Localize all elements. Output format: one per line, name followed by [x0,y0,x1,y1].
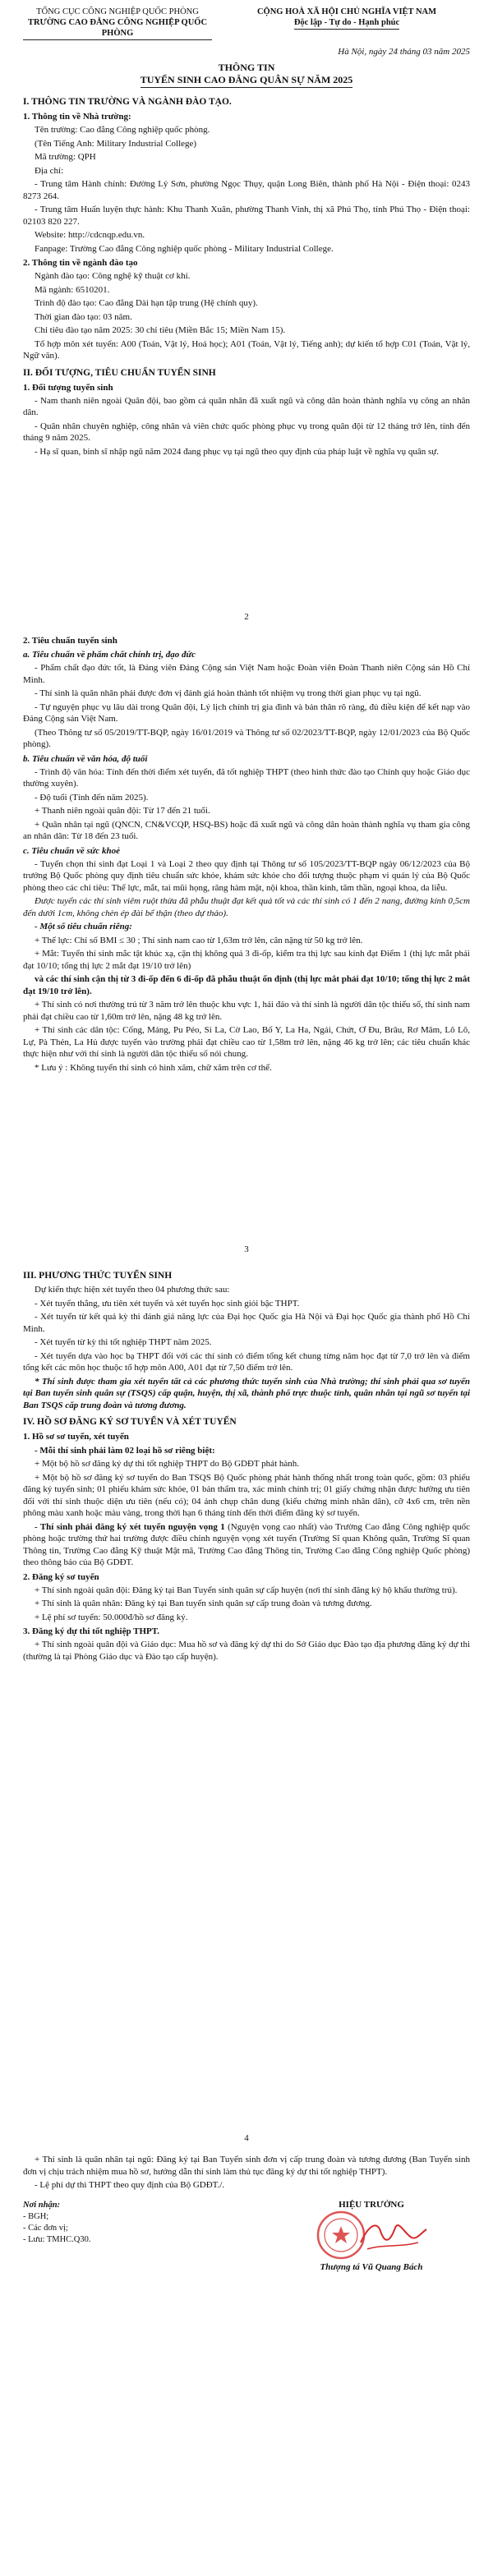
seal-icon [310,2210,433,2261]
page-number: 4 [244,2133,249,2143]
section-heading: II. ĐỐI TƯỢNG, TIÊU CHUẨN TUYỂN SINH [23,367,216,378]
paragraph: + Thí sinh ngoài quân đội: Đăng ký tại Ban Tuyển sinh quân sự cấp huyện (nơi thí sinh đăng ký hộ khẩu thường trú). [35,1585,458,1595]
national-motto: Độc lập - Tự do - Hạnh phúc [223,17,470,30]
subsection-heading: 1. Đối tượng tuyển sinh [23,382,113,393]
receivers-title: Nơi nhận: [23,2200,61,2210]
paragraph: Thời gian đào tạo: 03 năm. [35,311,132,322]
page-1 [0,0,493,600]
paragraph: Mã ngành: 6510201. [35,284,110,295]
national-motto-block [223,7,470,40]
paragraph: - Xét tuyển thẳng, ưu tiên xét tuyển và xét tuyển học sinh giỏi bậc THPT. [35,1298,300,1309]
paragraph: Tên trường: Cao đẳng Công nghiệp quốc phòng. [35,125,210,135]
paragraph: Địa chỉ: [35,165,64,176]
national-title: CỘNG HOÀ XÃ HỘI CHỦ NGHĨA VIỆT NAM [256,7,437,16]
paragraph: + Thí sinh là quân nhân: Đăng ký tại Ban tuyển sinh quân sự cấp trung đoàn và tương đương. [35,1598,372,1608]
paragraph: Dự kiến thực hiện xét tuyển theo 04 phương thức sau: [35,1285,230,1295]
section-heading: I. THÔNG TIN TRƯỜNG VÀ NGÀNH ĐÀO TẠO. [23,97,232,107]
issuer-block [23,7,212,40]
paragraph: Trình độ đào tạo: Cao đẳng Dài hạn tập trung (Hệ chính quy). [35,298,258,308]
subsection-heading: 1. Hồ sơ sơ tuyển, xét tuyển [23,1432,129,1442]
paragraph-bold: và các thí sinh cận thị từ 3 đi-ốp đến 6 đi-ốp đã phẫu thuật ổn định (thị lực mắt phải đạt 10/10; tổng thị lực 2 mắt đạt 19/10 trở lên). [23,974,470,996]
italic-note: Được tuyển các thí sinh viêm ruột thừa đã phẫu thuật đạt kết quả tốt và các thí sinh có 1 đến 2 nang, đường kính 0,5cm đến dưới 1cm, không chèn ép đài bể thận (theo dự thảo). [23,896,470,918]
document-header [23,0,470,40]
issue-date: Hà Nội, ngày 24 tháng 03 năm 2025 [338,47,470,57]
subsection-heading: 1. Thông tin về Nhà trường: [23,112,131,122]
criteria-heading: b. Tiêu chuẩn về văn hóa, độ tuổi [23,753,148,764]
official-seal-and-signature [310,2210,433,2261]
paragraph: - Tuyển chọn thí sinh đạt Loại 1 và Loại 2 theo quy định tại Thông tư số 105/2023/TT-BQP ngày 06/12/2023 của Bộ trưởng Bộ Quốc phòng quy định tiêu chuẩn sức khỏe, khám sức khỏe cho đối tượng thuộc phạm vi quản lý của Bộ Quốc phòng theo các chỉ tiêu: Thể lực, mắt, tai mũi họng, răng hàm mặt, nội khoa, thần kinh, tâm thần, ngoại khoa, da liễu. [23,858,470,893]
paragraph: - Lệ phí dự thi THPT theo quy định của Bộ GDĐT./. [35,2180,225,2190]
signature-block [273,2200,470,2272]
paragraph: - Nam thanh niên ngoài Quân đội, bao gồm cả quân nhân đã xuất ngũ và công dân hoàn thành nghĩa vụ công an nhân dân. [23,395,470,417]
subsection-heading: 2. Thông tin về ngành đào tạo [23,258,138,268]
document-footer [23,2200,470,2272]
page-number: 3 [244,1244,249,1254]
paragraph: (Theo Thông tư số 05/2019/TT-BQP, ngày 16/01/2019 và Thông tư số 02/2023/TT-BQP, ngày 12/01/2023 của Bộ Quốc phòng). [23,727,470,749]
doc-title-line2: TUYỂN SINH CAO ĐẲNG QUÂN SỰ NĂM 2025 [23,74,470,88]
paragraph: - Hạ sĩ quan, binh sĩ nhập ngũ năm 2024 đang phục vụ tại ngũ theo quy định của pháp luật về nghĩa vụ quân sự. [35,446,440,457]
subsection-heading: 3. Đăng ký dự thi tốt nghiệp THPT. [23,1626,160,1636]
signer-title: HIỆU TRƯỞNG [339,2199,404,2210]
paragraph: + Mắt: Tuyển thí sinh mắc tật khúc xạ, cận thị không quá 3 đi-ốp, kiểm tra thị lực sau kính đạt Điểm 1 (thị lực mắt phải đạt 10/10; tổng thị lực 2 mắt đạt 19/10 trở lên) [23,949,470,971]
ministry-name: TỔNG CỤC CÔNG NGHIỆP QUỐC PHÒNG [36,7,199,16]
criteria-heading: a. Tiêu chuẩn về phẩm chất chính trị, đạo đức [23,650,196,660]
paragraph: + Lệ phí sơ tuyển: 50.000đ/hồ sơ đăng ký. [35,1612,188,1622]
receiver-item: - Lưu: TMHC.Q30. [23,2234,91,2244]
paragraph: - Phẩm chất đạo đức tốt, là Đảng viên Đảng Cộng sản Việt Nam hoặc Đoàn viên Đoàn Thanh niên Cộng sản Hồ Chí Minh. [23,663,470,685]
paragraph: Mã trường: QPH [35,152,96,162]
paragraph: - Trung tâm Hành chính: Đường Lý Sơn, phường Ngọc Thụy, quận Long Biên, thành phố Hà Nội - Điện thoại: 0243 8273 264. [23,179,470,201]
note-line: * Lưu ý : Không tuyển thí sinh có hình xăm, chữ xăm trên cơ thể. [35,1062,272,1073]
bold-note: * Thí sinh được tham gia xét tuyển tất cả các phương thức tuyển sinh của Nhà trường; thí sinh phải qua sơ tuyển tại Ban tuyển sinh quân sự (TSQS) cấp quận, huyện, thị xã, thành phố trực thuộc tỉnh, quân nhân tại ngũ sơ tuyển tại Ban TSQS cấp trung đoàn và tương đương. [23,1376,470,1410]
nv1-rest: (Nguyện vọng cao nhất) vào Trường Cao đẳng Công nghiệp quốc phòng hoặc trường thứ hai trường được điều chỉnh nguyện vọng xét tuyển (Trường Sĩ quan Không quân, Trường Sĩ quan Thông tin, Trường Cao đẳng Kỹ thuật Mật mã, Trường Cao đẳng Thông tin, Trường Cao đẳng Công nghiệp Quốc phòng) theo thông báo của Bộ GDĐT. [23,1521,470,1567]
page-3 [0,1265,493,2275]
receiver-item: - BGH; [23,2211,49,2221]
school-name: TRƯỜNG CAO ĐẲNG CÔNG NGHIỆP QUỐC PHÒNG [23,17,212,40]
paragraph: Ngành đào tạo: Công nghệ kỹ thuật cơ khí. [35,271,191,281]
paragraph: - Trình độ văn hóa: Tính đến thời điểm xét tuyển, đã tốt nghiệp THPT (theo hình thức đào tạo Chính quy hoặc Giáo dục thường xuyên). [23,766,470,789]
paragraph: + Thí sinh ngoài quân đội và Giáo dục: Mua hồ sơ và đăng ký dự thi do Sở Giáo dục Đào tạo địa phương đăng ký dự thi (thường là tại Phòng Giáo dục và Đào tạo cấp huyện). [23,1640,470,1662]
signer-name: Thượng tá Vũ Quang Bách [320,2261,423,2272]
paragraph: + Thí sinh là quân nhân tại ngũ: Đăng ký tại Ban Tuyển sinh đơn vị cấp trung đoàn và tương đương (Ban Tuyển sinh đơn vị chịu trách nhiệm mua hồ sơ, hướng dẫn thí sinh làm thủ tục đăng ký dự thi tốt nghiệp THPT). [23,2155,470,2177]
page-4 [0,2152,493,2571]
paragraph: Chỉ tiêu đào tạo năm 2025: 30 chỉ tiêu (Miền Bắc 15; Miền Nam 15). [35,325,286,335]
paragraph: - Độ tuổi (Tính đến năm 2025). [35,792,149,803]
paragraph: - Tự nguyện phục vụ lâu dài trong Quân đội, Lý lịch chính trị gia đình và bản thân rõ ràng, đủ điều kiện để kết nạp vào Đảng Cộng sản Việt Nam. [23,702,470,724]
section-heading: IV. HỒ SƠ ĐĂNG KÝ SƠ TUYỂN VÀ XÉT TUYỂN [23,1417,237,1427]
paragraph: + Quân nhân tại ngũ (QNCN, CN&VCQP, HSQ-BS) hoặc đã xuất ngũ và công dân hoàn thành nghĩa vụ tham gia công an nhân dân: Từ 18 đến 23 tuổi. [23,819,470,841]
paragraph: + Một bộ hồ sơ đăng ký dự thi tốt nghiệp THPT do Bộ GDĐT phát hành. [35,1459,300,1469]
paragraph: - Xét tuyển từ kết quả kỳ thi đánh giá năng lực của Đại học Quốc gia Hà Nội và Đại học Quốc gia thành phố Hồ Chí Minh. [23,1312,470,1334]
paragraph [23,1521,470,1569]
receiver-item: - Các đơn vị; [23,2223,68,2233]
paragraph: (Tên Tiếng Anh: Military Industrial College) [35,138,197,149]
criteria-heading: c. Tiêu chuẩn về sức khoẻ [23,845,121,856]
paragraph: + Thí sinh các dân tộc: Cống, Mảng, Pu Péo, Si La, Cờ Lao, Bố Y, La Ha, Ngái, Chứt, Ơ Đu, Brâu, Rơ Măm, Lô Lô, Lự, Pà Thẻn, La Hủ được tuyển vào trường phải đạt chiều cao từ 1,58m trở lên, nặng 46 kg trở lên; các tiêu chuẩn khác thực hiện như với thí sinh là người dân tộc thiểu số nói chung. [23,1025,470,1059]
paragraph: + Thể lực: Chỉ số BMI ≤ 30 ; Thí sinh nam cao từ 1,63m trở lên, cân nặng từ 50 kg trở lên. [35,935,363,945]
paragraph: - Xét tuyển dựa vào học bạ THPT đối với các thí sinh có điểm tổng kết chung từng năm học đạt từ 7,0 trở lên và điểm tổng kết các môn học thuộc tổ hợp môn A00, A01 đạt từ 7,50 điểm trở lên. [23,1350,470,1373]
paragraph: - Trung tâm Huấn luyện thực hành: Khu Thanh Xuân, phường Thanh Vinh, thị xã Phú Thọ, tỉnh Phú Thọ - Điện thoại: 02103 820 227. [23,205,470,227]
paragraph: Tổ hợp môn xét tuyển: A00 (Toán, Vật lý, Hoá học); A01 (Toán, Vật lý, Tiếng anh); dự kiến tổ hợp C01 (Toán, Vật lý, Ngữ văn). [23,338,470,361]
page-number: 2 [244,612,249,622]
paragraph: - Quân nhân chuyên nghiệp, công nhân và viên chức quốc phòng phục vụ trong quân đội từ 12 tháng trở lên, tính đến tháng 9 năm 2025. [23,421,470,443]
paragraph: + Thanh niên ngoài quân đội: Từ 17 đến 21 tuổi. [35,806,210,816]
paragraph: + Một bộ hồ sơ đăng ký sơ tuyển do Ban TSQS Bộ Quốc phòng phát hành thống nhất trong toàn quốc, gồm: 03 phiếu đăng ký tuyển sinh; 01 phiếu khám sức khỏe, 01 bản thẩm tra, xác minh chính trị; 01 giấy chứng nhận được hưởng ưu tiên đối với thí sinh thuộc diện ưu tiên (nếu có); 04 ảnh chụp chân dung (kiểu chứng minh nhân dân), cỡ 4x6 cm, trên nền phông màu xanh hoặc màu vàng, trong thời hạn 6 tháng tính đến thời điểm đăng ký sơ tuyển. [23,1472,470,1518]
subsection-heading: - Mỗi thí sinh phải làm 02 loại hồ sơ riêng biệt: [35,1446,215,1456]
section-heading: III. PHƯƠNG THỨC TUYỂN SINH [23,1271,173,1281]
subsection-heading: 2. Tiêu chuẩn tuyển sinh [23,636,117,646]
subsection-heading: 2. Đăng ký sơ tuyển [23,1571,99,1582]
nv1-bold: - Thí sinh phải đăng ký xét tuyển nguyện vọng 1 [35,1521,225,1532]
website-line: Website: http://cdcnqp.edu.vn. [35,230,145,240]
doc-title-line1: THÔNG TIN [218,62,275,73]
fanpage-line: Fanpage: Trường Cao đẳng Công nghiệp quốc phòng - Military Industrial College. [35,243,334,254]
paragraph: + Thí sinh có nơi thường trú từ 3 năm trở lên thuộc khu vực 1, hải đảo và thí sinh là người dân tộc thiểu số, thí sinh nam phải đạt chiều cao từ 1,60m trở lên, nặng 48 kg trở lên. [23,1000,470,1022]
paragraph: - Thí sinh là quân nhân phải được đơn vị đánh giá hoàn thành tốt nhiệm vụ trong thời gian phục vụ tại ngũ. [35,688,422,698]
health-criteria-heading: - Một số tiêu chuẩn riêng: [35,922,132,932]
receivers-block [23,2200,91,2272]
paragraph: - Xét tuyển từ kỳ thi tốt nghiệp THPT năm 2025. [35,1337,212,1347]
